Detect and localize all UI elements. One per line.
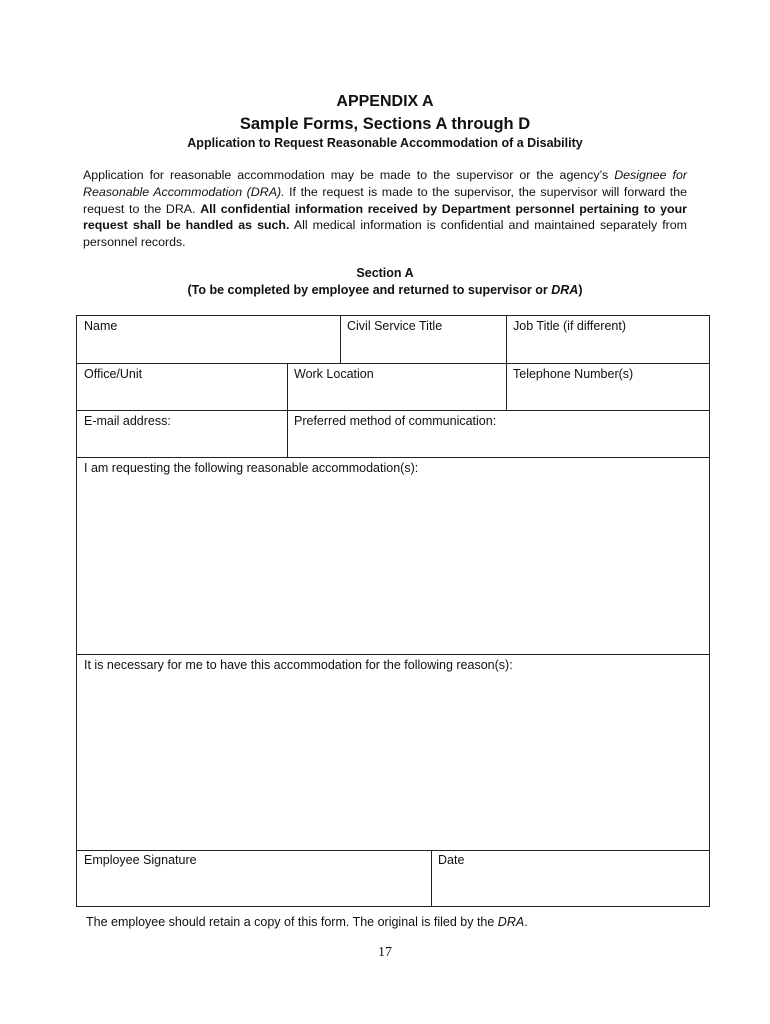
section-a-form: [76, 315, 710, 907]
footer-note-end: .: [524, 915, 528, 929]
intro-text-1: Application for reasonable accommodation may be made to the supervisor or the agency’s: [83, 168, 615, 182]
email-field[interactable]: E-mail address:: [84, 414, 171, 428]
preferred-method-field[interactable]: Preferred method of communication:: [294, 414, 497, 428]
retain-copy-note: [86, 915, 528, 929]
telephone-field[interactable]: Telephone Number(s): [513, 367, 634, 381]
name-field[interactable]: Name: [84, 319, 118, 333]
row-divider-3: [77, 457, 709, 458]
office-unit-field[interactable]: Office/Unit: [84, 367, 143, 381]
footer-note-start: The employee should retain a copy of this form. The original is filed by the: [86, 915, 498, 929]
job-title-field[interactable]: Job Title (if different): [513, 319, 627, 333]
row-divider-2: [77, 410, 709, 411]
civil-service-title-field[interactable]: Civil Service Title: [347, 319, 443, 333]
date-field[interactable]: Date: [438, 853, 465, 867]
work-location-field[interactable]: Work Location: [294, 367, 374, 381]
col-divider-location: [287, 363, 288, 457]
intro-dra-italic: Designee for Reasonable Accommodation (DRA).: [83, 168, 687, 199]
forms-subtitle: Sample Forms, Sections A through D: [239, 115, 531, 133]
row-divider-1: [77, 363, 709, 364]
col-divider-job: [506, 316, 507, 410]
section-subheading-dra: DRA: [551, 283, 579, 297]
section-subheading-end: ): [578, 283, 583, 297]
intro-paragraph: [83, 167, 687, 251]
row-divider-5: [77, 850, 709, 851]
col-divider-date: [431, 850, 432, 906]
col-divider-civil: [340, 316, 341, 363]
accommodation-reason-field[interactable]: It is necessary for me to have this accommodation for the following reason(s):: [84, 658, 513, 672]
intro-text-2: If the request is made to the supervisor, the supervisor will forward the request to the DRA.: [83, 184, 687, 216]
section-heading: Section A: [356, 266, 414, 280]
accommodation-request-field[interactable]: I am requesting the following reasonable accommodation(s):: [84, 461, 419, 475]
page-number: 17: [378, 945, 392, 960]
appendix-title: APPENDIX A: [336, 93, 434, 110]
section-subheading-start: (To be completed by employee and returned to supervisor or: [187, 283, 552, 297]
intro-text-3: All medical information is confidential and maintained separately from personnel records.: [83, 218, 687, 250]
row-divider-4: [77, 654, 709, 655]
section-subheading: [0, 283, 770, 297]
form-title: Application to Request Reasonable Accommodation of a Disability: [187, 136, 583, 150]
footer-note-dra: DRA: [497, 915, 525, 929]
employee-signature-field[interactable]: Employee Signature: [84, 853, 197, 867]
intro-confidential-bold: All confidential information received by Department personnel pertaining to your request shall be handled as such.: [83, 201, 687, 233]
